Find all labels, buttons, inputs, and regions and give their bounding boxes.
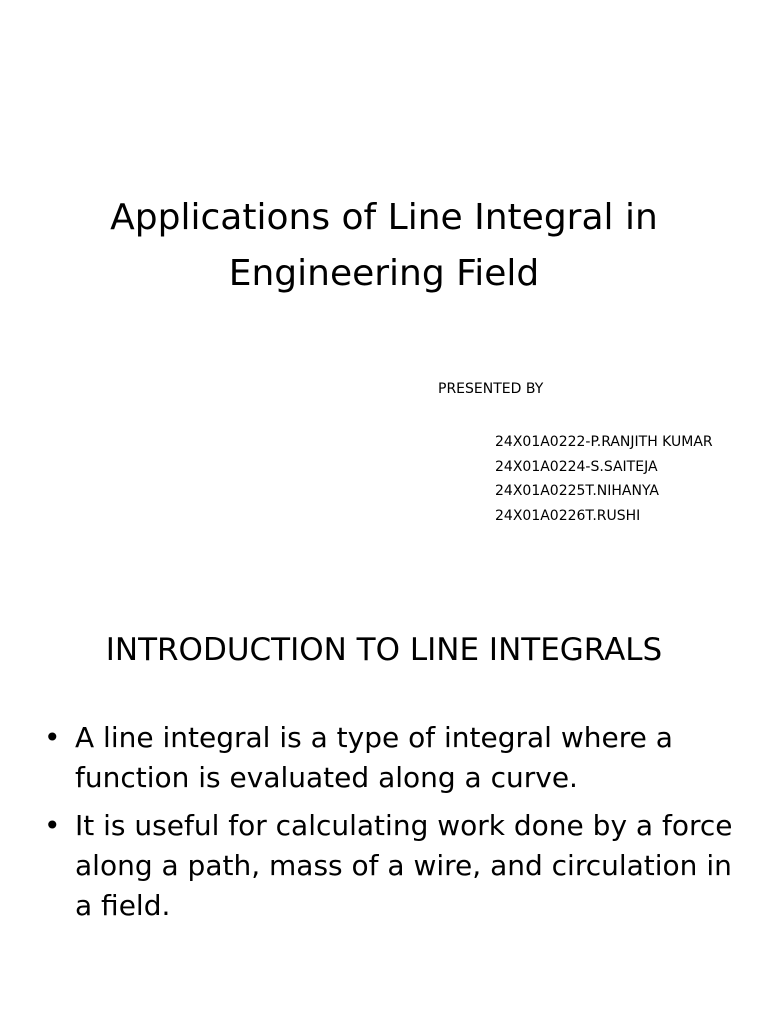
author-item: 24X01A0226T.RUSHI	[495, 507, 641, 524]
bullet-list	[44, 718, 734, 934]
author-item: 24X01A0224-S.SAITEJA	[495, 458, 658, 475]
author-item: 24X01A0222-P.RANJITH KUMAR	[495, 434, 713, 450]
section-title: INTRODUCTION TO LINE INTEGRALS	[105, 632, 663, 668]
bullet-text: A line integral is a type of integral where a function is evaluated along a curve.	[75, 721, 673, 794]
bullet-text: It is useful for calculating work done by a force along a path, mass of a wire, and circulation in a field.	[75, 809, 733, 922]
slide-title	[40, 190, 728, 302]
bullet-marker: •	[44, 721, 61, 754]
bullet-marker: •	[44, 809, 61, 842]
slide-title-line-1: Applications of Line Integral in	[110, 197, 658, 238]
slide-title-line-2: Engineering Field	[228, 253, 540, 294]
author-item: 24X01A0225T.NIHANYA	[495, 483, 659, 499]
bullet-item	[44, 718, 734, 798]
presented-by-label: PRESENTED BY	[438, 381, 544, 397]
author-list	[495, 430, 713, 528]
bullet-item	[44, 806, 734, 926]
